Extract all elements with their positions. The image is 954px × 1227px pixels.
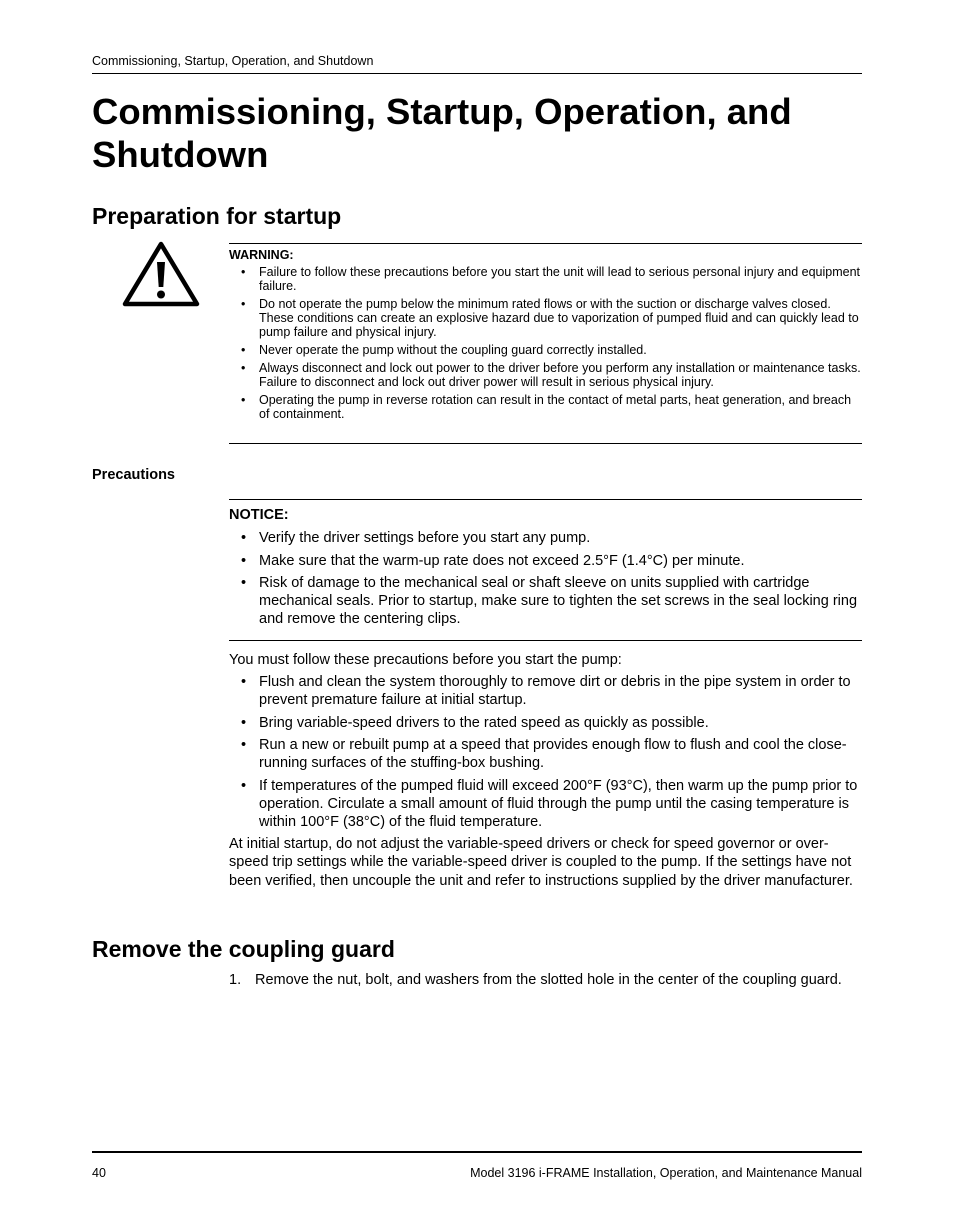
step-item — [229, 971, 869, 989]
step-number: 1. — [229, 972, 242, 988]
notice-list — [229, 529, 862, 633]
warning-list — [229, 265, 862, 425]
closing-paragraph: At initial startup, do not adjust the variable-speed drivers or check for speed governor or over-speed trip settings while the variable-speed driver is coupled to the pump. If the settings have not been verified, then uncouple the unit and refer to instructions supplied by the driver manufacturer. — [229, 836, 853, 889]
page-title: Commissioning, Startup, Operation, and Shutdown — [92, 91, 792, 175]
step-text: Remove the nut, bolt, and washers from the slotted hole in the center of the coupling guard. — [255, 972, 842, 988]
section-heading-preparation: Preparation for startup — [92, 203, 342, 229]
section-heading-coupling-guard: Remove the coupling guard — [92, 936, 395, 962]
precaution-item: • Run a new or rebuilt pump at a speed that provides enough flow to flush and cool the close-running surfaces of the stuffing-box bushing. — [229, 736, 862, 772]
notice-item: • Verify the driver settings before you start any pump. — [229, 529, 862, 547]
footer-divider — [92, 1151, 862, 1153]
notice-top-rule — [229, 499, 862, 500]
page-number: 40 — [92, 1166, 106, 1180]
precaution-item: • Bring variable-speed drivers to the rated speed as quickly as possible. — [229, 714, 862, 732]
running-header: Commissioning, Startup, Operation, and Shutdown — [92, 54, 374, 68]
warning-item: • Never operate the pump without the coupling guard correctly installed. — [229, 343, 862, 357]
notice-bottom-rule — [229, 640, 862, 641]
warning-bottom-rule — [229, 443, 862, 444]
warning-item: • Do not operate the pump below the minimum rated flows or with the suction or discharge valves closed. These conditions can create an explosive hazard due to vaporization of pumped fluid and can quickly lead to pump failure and physical injury. — [229, 297, 862, 339]
precautions-heading: Precautions — [92, 467, 175, 483]
precaution-item: • If temperatures of the pumped fluid will exceed 200°F (93°C), then warm up the pump prior to operation. Circulate a small amount of fluid through the pump until the casing temperature is within 100°F (38°C) of the fluid temperature. — [229, 777, 862, 831]
notice-item: • Risk of damage to the mechanical seal or shaft sleeve on units supplied with cartridge mechanical seals. Prior to startup, make sure to tighten the set screws in the seal locking ring and remove the centering clips. — [229, 574, 862, 628]
precautions-list — [229, 673, 862, 835]
header-divider — [92, 73, 862, 74]
warning-top-rule — [229, 243, 862, 244]
manual-title: Model 3196 i-FRAME Installation, Operation, and Maintenance Manual — [470, 1166, 862, 1180]
notice-label: NOTICE: — [229, 507, 289, 523]
warning-triangle-icon — [122, 240, 200, 308]
warning-item: • Always disconnect and lock out power to the driver before you perform any installation or maintenance tasks. Failure to disconnect and lock out driver power will result in serious physical injury. — [229, 361, 862, 389]
warning-label: WARNING: — [229, 248, 294, 262]
notice-item: • Make sure that the warm-up rate does not exceed 2.5°F (1.4°C) per minute. — [229, 552, 862, 570]
warning-item: • Operating the pump in reverse rotation can result in the contact of metal parts, heat generation, and breach of containment. — [229, 393, 862, 421]
precautions-intro: You must follow these precautions before you start the pump: — [229, 652, 622, 668]
warning-item: • Failure to follow these precautions before you start the unit will lead to serious personal injury and equipment failure. — [229, 265, 862, 293]
precaution-item: • Flush and clean the system thoroughly to remove dirt or debris in the pipe system in order to prevent premature failure at initial startup. — [229, 673, 862, 709]
